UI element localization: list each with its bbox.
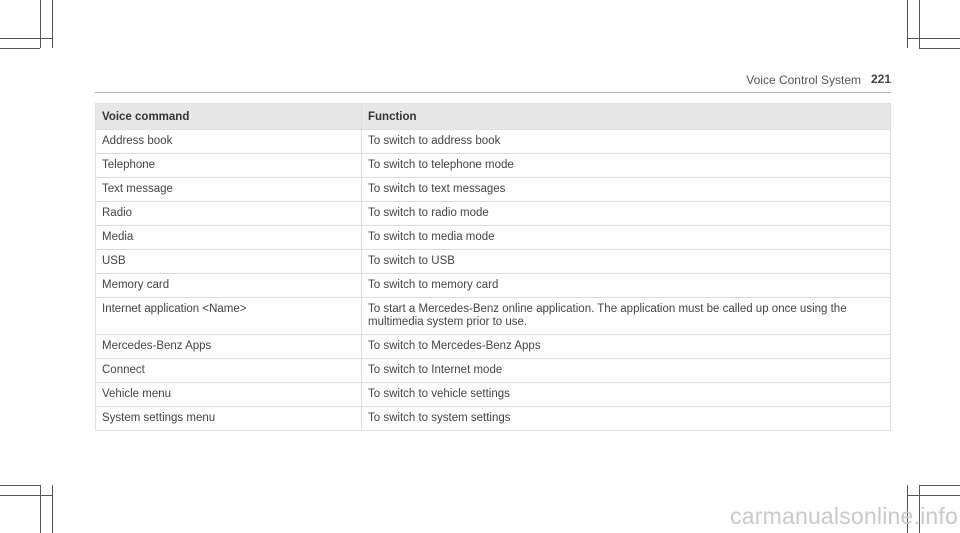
command-cell: Address book — [96, 130, 362, 154]
function-cell: To switch to text messages — [362, 178, 891, 202]
table-row — [96, 274, 891, 298]
crop-mark — [907, 0, 908, 48]
crop-mark — [0, 38, 52, 39]
function-cell: To switch to memory card — [362, 274, 891, 298]
command-cell: Memory card — [96, 274, 362, 298]
column-header-voice-command: Voice command — [96, 104, 362, 130]
crop-mark — [907, 38, 960, 39]
function-cell: To switch to telephone mode — [362, 154, 891, 178]
crop-mark — [919, 48, 960, 49]
crop-mark — [907, 495, 960, 496]
table-row — [96, 226, 891, 250]
command-cell: Radio — [96, 202, 362, 226]
section-title: Voice Control System — [746, 73, 861, 87]
crop-mark — [919, 485, 960, 486]
function-cell: To switch to radio mode — [362, 202, 891, 226]
crop-mark — [0, 485, 40, 486]
command-cell: Telephone — [96, 154, 362, 178]
command-cell: Internet application <Name> — [96, 298, 362, 335]
function-cell: To switch to Mercedes-Benz Apps — [362, 335, 891, 359]
table-row — [96, 335, 891, 359]
table-row — [96, 178, 891, 202]
command-cell: Media — [96, 226, 362, 250]
table-header-row — [96, 104, 891, 130]
column-header-function: Function — [362, 104, 891, 130]
watermark: carmanualsonline.info — [730, 503, 958, 529]
table-row — [96, 130, 891, 154]
command-cell: Vehicle menu — [96, 383, 362, 407]
table-row — [96, 154, 891, 178]
table-row — [96, 202, 891, 226]
crop-mark — [919, 0, 920, 48]
crop-mark — [0, 495, 52, 496]
voice-command-table — [95, 103, 891, 431]
table-row — [96, 407, 891, 431]
function-cell: To switch to system settings — [362, 407, 891, 431]
table-row — [96, 250, 891, 274]
command-cell: Connect — [96, 359, 362, 383]
function-cell: To switch to USB — [362, 250, 891, 274]
page-number: 221 — [870, 72, 891, 86]
table-row — [96, 359, 891, 383]
function-cell: To start a Mercedes-Benz online application. The application must be called up once using the multimedia system prior to use. — [362, 298, 891, 335]
command-cell: Mercedes-Benz Apps — [96, 335, 362, 359]
table-row — [96, 383, 891, 407]
function-cell: To switch to vehicle settings — [362, 383, 891, 407]
page-header — [95, 68, 891, 93]
function-cell: To switch to Internet mode — [362, 359, 891, 383]
command-cell: USB — [96, 250, 362, 274]
crop-mark — [52, 0, 53, 48]
crop-mark — [52, 485, 53, 533]
function-cell: To switch to address book — [362, 130, 891, 154]
table-row — [96, 298, 891, 335]
command-cell: System settings menu — [96, 407, 362, 431]
function-cell: To switch to media mode — [362, 226, 891, 250]
crop-mark — [40, 485, 41, 533]
command-cell: Text message — [96, 178, 362, 202]
crop-mark — [40, 0, 41, 48]
crop-mark — [0, 48, 40, 49]
